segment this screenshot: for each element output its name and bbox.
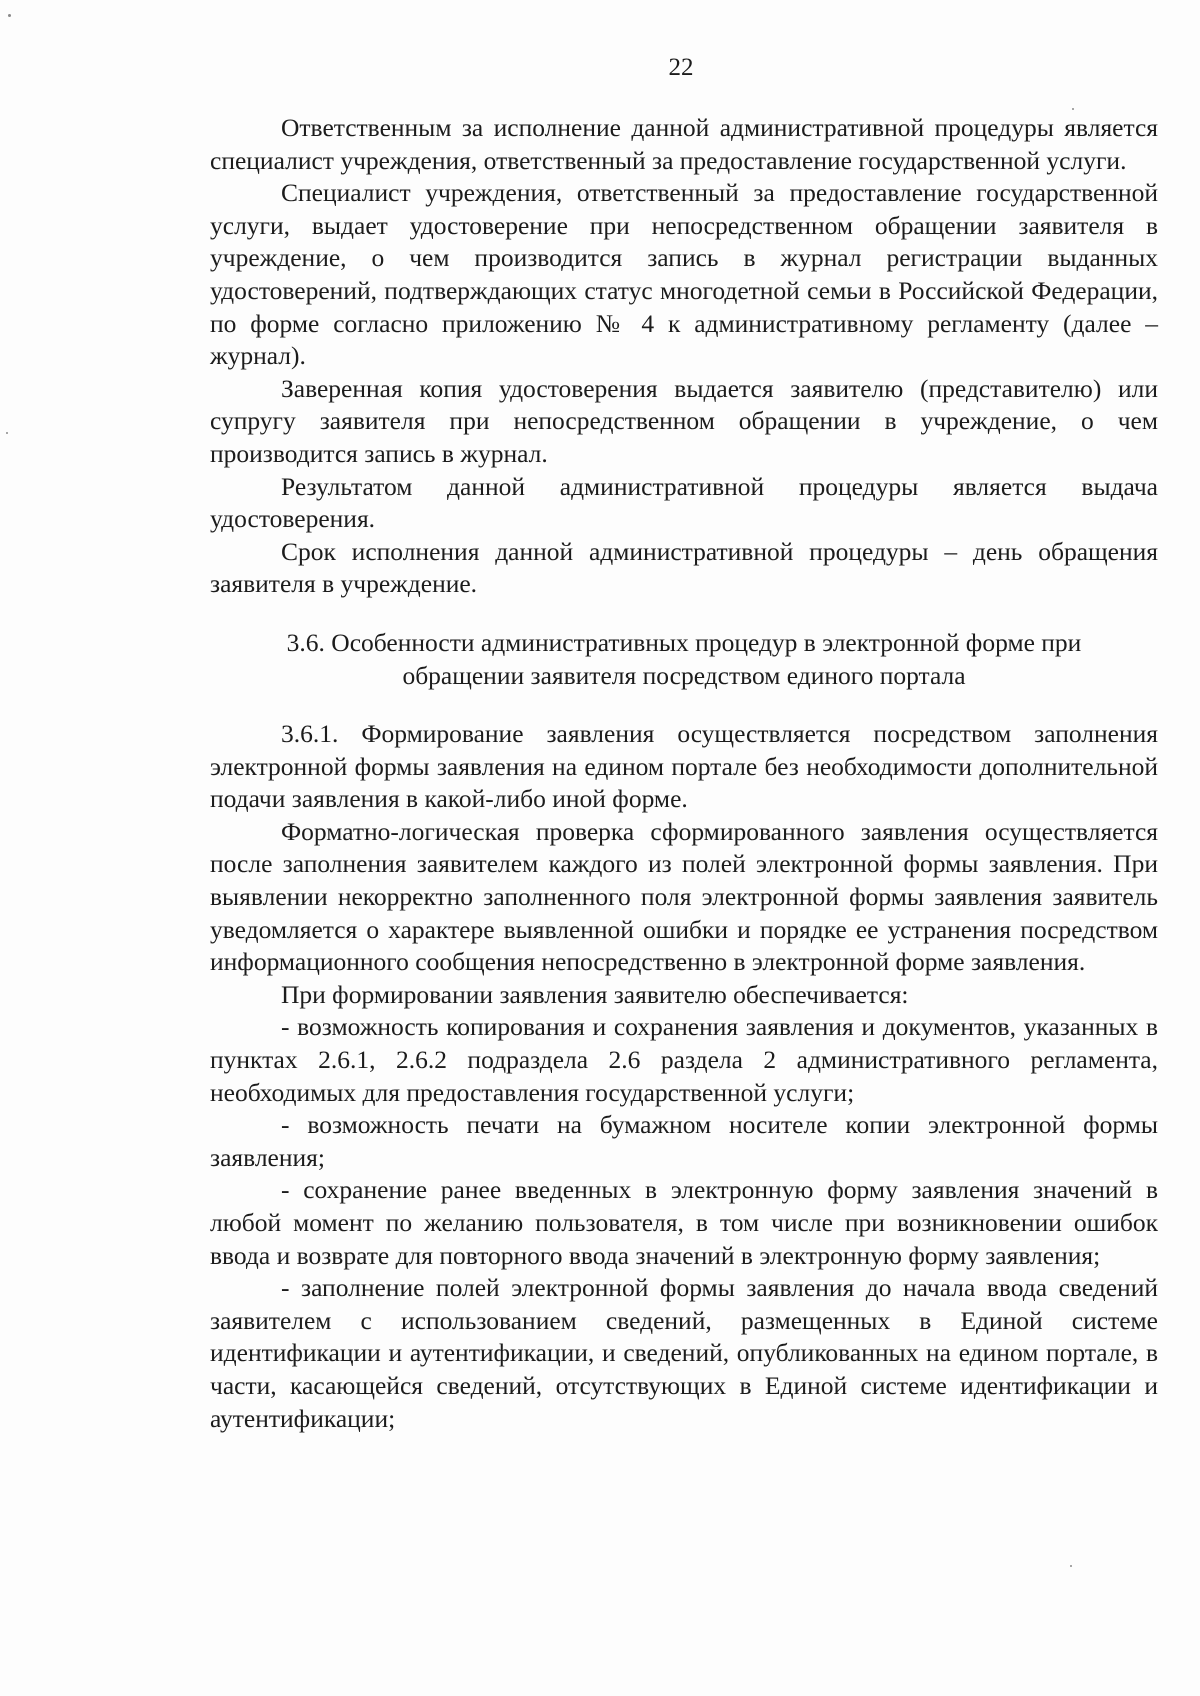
paragraph: Заверенная копия удостоверения выдается заявителю (представителю) или супругу заявителя при непосредственном обращении в учреждение, о чем производится запись в журнал. <box>210 373 1158 468</box>
scan-speck <box>8 14 11 17</box>
list-item: - возможность печати на бумажном носителе копии электронной формы заявления; <box>210 1110 1158 1172</box>
paragraph: Срок исполнения данной административной процедуры – день обращения заявителя в учреждение. <box>210 536 1158 599</box>
scan-speck <box>6 432 8 434</box>
section-heading: 3.6. Особенности административных процедур в электронной форме при обращении заявителя посредством единого портала <box>286 627 1082 690</box>
scan-speck <box>1070 1565 1072 1567</box>
list-item: - сохранение ранее введенных в электронную форму заявления значений в любой момент по желанию пользователя, в том числе при возникновении ошибок ввода и возврате для повторного ввода значений в электронную форму заявления; <box>210 1175 1158 1270</box>
paragraph: Ответственным за исполнение данной административной процедуры является специалист учреждения, ответственный за предоставление государственной услуги. <box>210 113 1158 175</box>
paragraph: При формировании заявления заявителю обеспечивается: <box>281 979 909 1009</box>
list-item: - возможность копирования и сохранения заявления и документов, указанных в пунктах 2.6.1, 2.6.2 подраздела 2.6 раздела 2 административного регламента, необходимых для предоставления государственной услуги; <box>210 1012 1158 1107</box>
paragraph: Результатом данной административной процедуры является выдача удостоверения. <box>210 471 1158 534</box>
page-number: 22 <box>668 54 694 81</box>
document-body <box>210 112 1158 1435</box>
list-item: - заполнение полей электронной формы заявления до начала ввода сведений заявителем с использованием сведений, размещенных в Единой системе идентификации и аутентификации, и сведений, опубликованных на едином портале, в части, касающейся сведений, отсутствующих в Единой системе идентификации и аутентификации; <box>210 1273 1158 1433</box>
paragraph: Форматно-логическая проверка сформированного заявления осуществляется после заполнения заявителем каждого из полей электронной формы заявления. При выявлении некорректно заполненного поля электронной формы заявления заявитель уведомляется о характере выявленной ошибки и порядке ее устранения посредством информационного сообщения непосредственно в электронной форме заявления. <box>210 816 1158 977</box>
scan-speck <box>1072 108 1074 110</box>
paragraph: 3.6.1. Формирование заявления осуществляется посредством заполнения электронной формы заявления на едином портале без необходимости дополнительной подачи заявления в какой-либо иной форме. <box>210 719 1158 814</box>
paragraph: Специалист учреждения, ответственный за предоставление государственной услуги, выдает удостоверение при непосредственном обращении заявителя в учреждение, о чем производится запись в журнал регистрации выданных удостоверений, подтверждающих статус многодетной семьи в Российской Федерации, по форме согласно приложению № 4 к административному регламенту (далее – журнал). <box>210 178 1158 371</box>
